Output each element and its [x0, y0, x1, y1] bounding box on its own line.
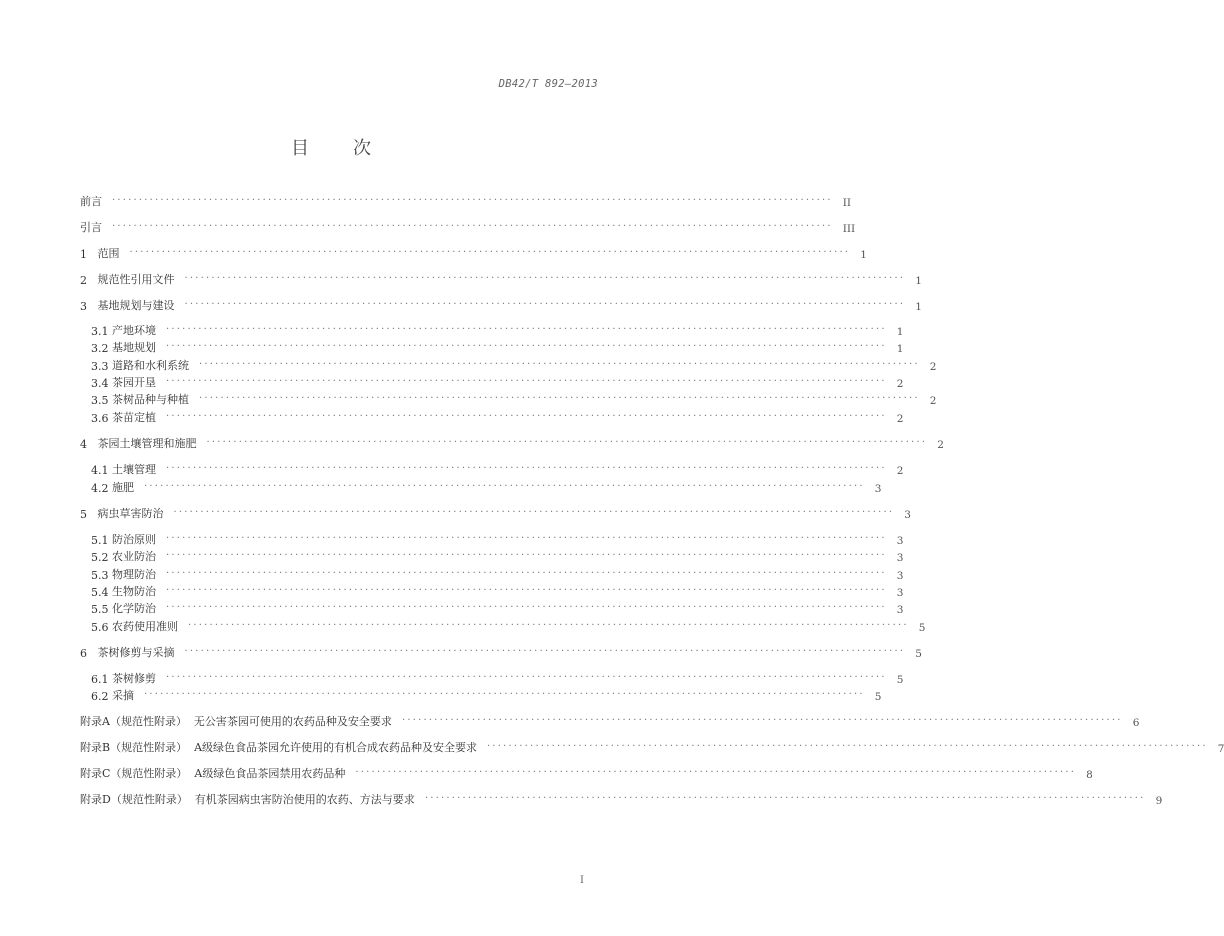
toc-leader-dots: ······································································································································ — [166, 672, 887, 683]
toc-entry-number: 5.2 — [91, 551, 112, 564]
toc-entry-label: 附录D（规范性附录） 有机茶园病虫害防治使用的农药、方法与要求 — [80, 793, 415, 806]
toc-entry-page: 1 — [915, 301, 922, 313]
toc-leader-dots: ······································································································································ — [184, 299, 906, 310]
toc-entry-label: 生物防治 — [112, 585, 156, 598]
toc-leader-dots: ······································································································································ — [166, 376, 887, 387]
toc-appendix-entry[interactable] — [80, 739, 1224, 755]
toc-entry-label: 前言 — [80, 195, 102, 208]
toc-entry-page: 2 — [896, 413, 904, 425]
toc-entry-page: 9 — [1155, 795, 1163, 807]
toc-entry-label: 道路和水利系统 — [112, 359, 189, 372]
toc-entry-page: 5 — [915, 648, 922, 660]
toc-leader-dots: ······································································································································ — [166, 585, 887, 596]
toc-entry[interactable] — [80, 219, 856, 235]
toc-entry-number: 3.6 — [91, 412, 112, 425]
toc-entry-label: 茶树修剪 — [112, 672, 156, 685]
toc-entry-label: 引言 — [80, 221, 102, 234]
toc-entry-label: 范围 — [97, 247, 120, 260]
toc-leader-dots: ······································································································································ — [487, 741, 1208, 752]
toc-entry-page: 1 — [896, 343, 904, 355]
toc-entry[interactable] — [80, 245, 867, 261]
toc-entry-page: 3 — [896, 587, 904, 599]
toc-entry-label: 茶苗定植 — [112, 411, 156, 424]
toc-entry[interactable] — [80, 435, 944, 451]
toc-entry-label: 防治原则 — [112, 533, 156, 546]
toc-entry[interactable] — [80, 193, 852, 209]
toc-entry-label: 规范性引用文件 — [97, 273, 175, 286]
toc-entry-label: 物理防治 — [112, 568, 156, 581]
toc-leader-dots: ······································································································································ — [166, 324, 887, 335]
toc-appendix-entry[interactable] — [80, 791, 1163, 807]
toc-entry[interactable] — [80, 297, 922, 313]
toc-leader-dots: ······································································································································ — [355, 767, 1077, 778]
toc-leader-dots: ······································································································································ — [112, 195, 833, 206]
toc-leader-dots: ······································································································································ — [424, 793, 1146, 804]
toc-entry-page: 5 — [918, 622, 926, 634]
toc-entry-page: 2 — [929, 361, 937, 373]
toc-entry-label: 产地环境 — [112, 324, 156, 337]
toc-subentry[interactable] — [91, 531, 904, 547]
toc-leader-dots: ······································································································································ — [173, 507, 895, 518]
toc-subentry[interactable] — [91, 618, 926, 634]
toc-entry-number: 3.2 — [91, 342, 112, 355]
toc-entry-label: 附录A（规范性附录） 无公害茶园可使用的农药品种及安全要求 — [80, 715, 392, 728]
toc-entry-label: 基地规划与建设 — [97, 299, 175, 312]
toc-entry-label: 茶园开垦 — [112, 376, 156, 389]
toc-appendix-entry[interactable] — [80, 765, 1093, 781]
page-number: I — [580, 875, 584, 886]
toc-entry[interactable] — [80, 505, 911, 521]
toc-subentry[interactable] — [91, 391, 937, 407]
toc-subentry[interactable] — [91, 339, 904, 355]
toc-leader-dots: ······································································································································ — [199, 393, 920, 404]
toc-entry-label: 茶树修剪与采摘 — [97, 646, 175, 659]
toc-leader-dots: ······································································································································ — [184, 646, 906, 657]
toc-entry-number: 5.5 — [91, 603, 112, 616]
toc-subentry[interactable] — [91, 670, 904, 686]
toc-entry-label: 茶树品种与种植 — [112, 393, 189, 406]
toc-entry-label: 农业防治 — [112, 550, 156, 563]
toc-leader-dots: ······································································································································ — [188, 620, 909, 631]
toc-subentry[interactable] — [91, 548, 904, 564]
toc-leader-dots: ······································································································································ — [166, 463, 887, 474]
toc-leader-dots: ······································································································································ — [199, 359, 920, 370]
toc-entry-page: 5 — [896, 674, 904, 686]
toc-leader-dots: ······································································································································ — [166, 602, 887, 613]
toc-subentry[interactable] — [91, 374, 904, 390]
toc-entry-number: 5 — [80, 508, 98, 521]
toc-entry-label: 土壤管理 — [112, 463, 156, 476]
toc-entry-number: 5.4 — [91, 586, 112, 599]
toc-entry-page: 3 — [896, 570, 904, 582]
toc-entry-page: II — [842, 197, 852, 209]
toc-entry-number: 4 — [80, 438, 98, 451]
toc-subentry[interactable] — [91, 322, 904, 338]
toc-entry-page: 5 — [874, 691, 882, 703]
toc-entry-page: III — [842, 223, 856, 235]
toc-appendix-entry[interactable] — [80, 713, 1140, 729]
toc-entry-label: 基地规划 — [112, 341, 156, 354]
toc-entry-number: 4.2 — [91, 482, 112, 495]
toc-subentry[interactable] — [91, 687, 882, 703]
toc-entry-number: 3.4 — [91, 377, 112, 390]
toc-entry-page: 2 — [929, 395, 937, 407]
toc-leader-dots: ······································································································································ — [129, 247, 851, 258]
toc-entry-page: 2 — [896, 465, 904, 477]
toc-entry-page: 7 — [1217, 743, 1224, 755]
toc-entry-page: 1 — [896, 326, 904, 338]
toc-entry-number: 6 — [80, 647, 98, 660]
toc-entry-number: 6.1 — [91, 673, 112, 686]
toc-entry-number: 5.6 — [91, 621, 112, 634]
toc-entry-page: 2 — [896, 378, 904, 390]
toc-entry-label: 施肥 — [112, 481, 134, 494]
toc-entry-number: 4.1 — [91, 464, 112, 477]
toc-subentry[interactable] — [91, 409, 904, 425]
toc-leader-dots: ······································································································································ — [184, 273, 906, 284]
toc-subentry[interactable] — [91, 357, 937, 373]
toc-entry-page: 3 — [904, 509, 911, 521]
toc-entry-number: 5.3 — [91, 569, 112, 582]
toc-entry-page: 2 — [937, 439, 944, 451]
toc-entry-label: 化学防治 — [112, 602, 156, 615]
toc-leader-dots: ······································································································································ — [112, 221, 833, 232]
toc-subentry[interactable] — [91, 600, 904, 616]
toc-entry-number: 6.2 — [91, 690, 112, 703]
toc-subentry[interactable] — [91, 566, 904, 582]
toc-entry-label: 附录C（规范性附录） A级绿色食品茶园禁用农药品种 — [80, 767, 346, 780]
toc-entry-page: 8 — [1086, 769, 1093, 781]
standard-code: DB42/T 892—2013 — [498, 78, 598, 90]
toc-subentry[interactable] — [91, 583, 904, 599]
toc-entry-number: 2 — [80, 274, 98, 287]
toc-title: 目次 — [291, 138, 415, 159]
toc-entry-label: 农药使用准则 — [112, 620, 178, 633]
toc-leader-dots: ······································································································································ — [166, 533, 887, 544]
toc-entry-label: 附录B（规范性附录） A级绿色食品茶园允许使用的有机合成农药品种及安全要求 — [80, 741, 478, 754]
toc-subentry[interactable] — [91, 479, 882, 495]
toc-entry-number: 1 — [80, 248, 98, 261]
toc-entry-label: 病虫草害防治 — [97, 507, 164, 520]
toc-entry-page: 1 — [860, 249, 867, 261]
toc-entry-number: 5.1 — [91, 534, 112, 547]
toc-entry-page: 3 — [874, 483, 882, 495]
toc-entry-label: 采摘 — [112, 689, 134, 702]
toc-entry-page: 3 — [896, 535, 904, 547]
toc-entry-number: 3.1 — [91, 325, 112, 338]
toc-entry-number: 3.3 — [91, 360, 112, 373]
toc-leader-dots: ······································································································································ — [166, 341, 887, 352]
toc-entry[interactable] — [80, 271, 922, 287]
toc-entry-number: 3.5 — [91, 394, 112, 407]
toc-entry-page: 3 — [896, 604, 904, 616]
toc-leader-dots: ······································································································································ — [144, 481, 865, 492]
toc-leader-dots: ······································································································································ — [144, 689, 865, 700]
toc-entry-page: 3 — [896, 552, 904, 564]
toc-entry-page: 1 — [915, 275, 922, 287]
toc-leader-dots: ······································································································································ — [166, 411, 887, 422]
toc-leader-dots: ······································································································································ — [166, 568, 887, 579]
toc-entry-page: 6 — [1132, 717, 1140, 729]
toc-leader-dots: ······································································································································ — [166, 550, 887, 561]
toc-leader-dots: ······································································································································ — [401, 715, 1123, 726]
toc-entry-label: 茶园土壤管理和施肥 — [97, 437, 197, 450]
toc-leader-dots: ······································································································································ — [206, 437, 928, 448]
toc-entry[interactable] — [80, 644, 922, 660]
toc-subentry[interactable] — [91, 461, 904, 477]
toc-entry-number: 3 — [80, 300, 98, 313]
